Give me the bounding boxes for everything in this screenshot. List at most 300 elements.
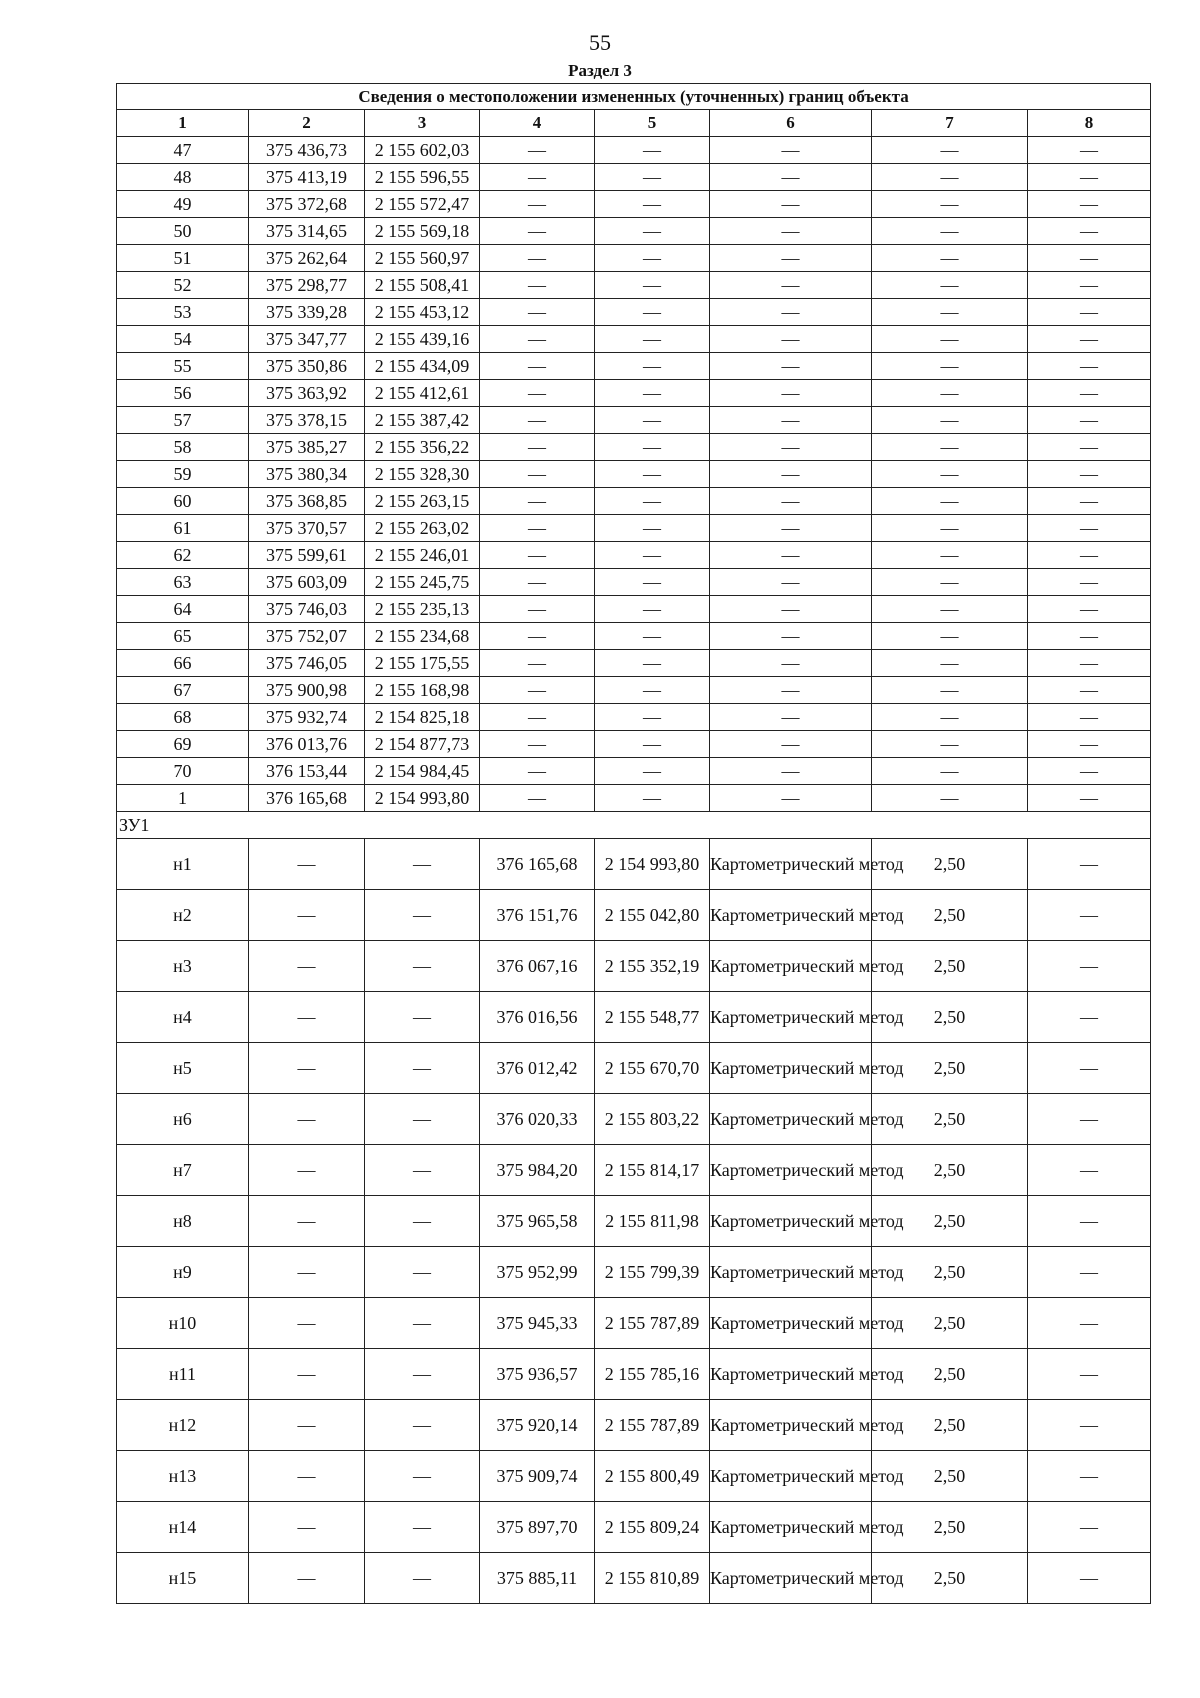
table-cell: —	[872, 596, 1028, 623]
table-cell: 2 154 877,73	[365, 731, 480, 758]
table-cell: —	[480, 299, 595, 326]
table-cell: —	[872, 407, 1028, 434]
table-cell: —	[710, 380, 872, 407]
table-row	[117, 1043, 1151, 1094]
table-row	[117, 1349, 1151, 1400]
table-cell: —	[480, 191, 595, 218]
table-cell: 375 920,14	[480, 1400, 595, 1451]
table-cell: 52	[117, 272, 249, 299]
table-cell: 66	[117, 650, 249, 677]
table-row	[117, 326, 1151, 353]
table-cell: —	[1028, 1298, 1151, 1349]
table-cell: 64	[117, 596, 249, 623]
table-row	[117, 1298, 1151, 1349]
table-cell: 2 155 787,89	[595, 1400, 710, 1451]
table-cell: —	[595, 623, 710, 650]
table-cell: —	[1028, 137, 1151, 164]
table-cell: —	[480, 164, 595, 191]
table-row	[117, 650, 1151, 677]
table-cell: 2 155 785,16	[595, 1349, 710, 1400]
table-cell: —	[710, 461, 872, 488]
table-cell: н15	[117, 1553, 249, 1604]
table-cell: 2 155 263,15	[365, 488, 480, 515]
table-cell: —	[480, 596, 595, 623]
table-row	[117, 461, 1151, 488]
table-row	[117, 1196, 1151, 1247]
table-cell: —	[249, 839, 365, 890]
table-cell: —	[249, 1451, 365, 1502]
table-row	[117, 515, 1151, 542]
table-title-row	[117, 84, 1151, 110]
table-cell: 375 984,20	[480, 1145, 595, 1196]
table-cell: —	[1028, 1094, 1151, 1145]
table-cell: —	[872, 191, 1028, 218]
table-cell: 54	[117, 326, 249, 353]
table-cell: —	[480, 785, 595, 812]
table-cell: —	[1028, 1196, 1151, 1247]
table-cell: —	[365, 839, 480, 890]
table-cell: —	[872, 245, 1028, 272]
table-cell: —	[480, 677, 595, 704]
table-row	[117, 137, 1151, 164]
method-cell: Картометрический метод	[710, 1247, 872, 1298]
table-cell: 1	[117, 785, 249, 812]
table-cell: 51	[117, 245, 249, 272]
table-cell: —	[872, 731, 1028, 758]
table-cell: —	[480, 731, 595, 758]
table-cell: 375 599,61	[249, 542, 365, 569]
table-cell: —	[872, 353, 1028, 380]
table-cell: н13	[117, 1451, 249, 1502]
table-cell: —	[595, 650, 710, 677]
table-cell: —	[710, 569, 872, 596]
table-cell: —	[1028, 731, 1151, 758]
table-row	[117, 1145, 1151, 1196]
table-cell: 2 155 803,22	[595, 1094, 710, 1145]
table-cell: 375 936,57	[480, 1349, 595, 1400]
table-cell: н9	[117, 1247, 249, 1298]
table-row	[117, 941, 1151, 992]
table-cell: 2,50	[872, 1247, 1028, 1298]
table-cell: —	[1028, 218, 1151, 245]
table-cell: —	[1028, 596, 1151, 623]
column-number: 5	[595, 110, 710, 137]
table-row	[117, 677, 1151, 704]
table-cell: 375 945,33	[480, 1298, 595, 1349]
table-cell: 375 413,19	[249, 164, 365, 191]
table-cell: —	[249, 1094, 365, 1145]
table-row	[117, 245, 1151, 272]
table-cell: 375 368,85	[249, 488, 365, 515]
table-cell: —	[365, 1400, 480, 1451]
table-cell: —	[872, 164, 1028, 191]
table-cell: —	[1028, 407, 1151, 434]
table-cell: 62	[117, 542, 249, 569]
table-cell: 376 012,42	[480, 1043, 595, 1094]
table-cell: —	[480, 137, 595, 164]
table-cell: —	[710, 677, 872, 704]
table-cell: 2 155 800,49	[595, 1451, 710, 1502]
column-number: 6	[710, 110, 872, 137]
table-cell: 375 885,11	[480, 1553, 595, 1604]
table-cell: —	[249, 1400, 365, 1451]
table-cell: —	[1028, 623, 1151, 650]
table-cell: 2 155 175,55	[365, 650, 480, 677]
table-cell: —	[710, 731, 872, 758]
table-cell: 375 603,09	[249, 569, 365, 596]
table-cell: 2 155 168,98	[365, 677, 480, 704]
table-row	[117, 434, 1151, 461]
table-cell: 375 262,64	[249, 245, 365, 272]
table-cell: —	[480, 569, 595, 596]
table-row	[117, 272, 1151, 299]
table-cell: 50	[117, 218, 249, 245]
table-cell: 2 155 387,42	[365, 407, 480, 434]
table-cell: —	[595, 434, 710, 461]
table-cell: —	[480, 407, 595, 434]
table-cell: —	[710, 191, 872, 218]
table-cell: 376 165,68	[480, 839, 595, 890]
table-cell: —	[872, 218, 1028, 245]
table-cell: —	[710, 488, 872, 515]
table-cell: 375 909,74	[480, 1451, 595, 1502]
table-cell: —	[365, 1451, 480, 1502]
table-cell: 2 155 596,55	[365, 164, 480, 191]
table-row	[117, 569, 1151, 596]
table-row	[117, 731, 1151, 758]
table-cell: —	[595, 569, 710, 596]
table-cell: —	[595, 785, 710, 812]
table-cell: 2 155 809,24	[595, 1502, 710, 1553]
table-cell: н4	[117, 992, 249, 1043]
table-cell: 2 155 602,03	[365, 137, 480, 164]
method-cell: Картометрический метод	[710, 839, 872, 890]
table-cell: —	[1028, 515, 1151, 542]
table-cell: —	[480, 272, 595, 299]
table-cell: 375 752,07	[249, 623, 365, 650]
table-cell: —	[1028, 569, 1151, 596]
table-cell: —	[872, 785, 1028, 812]
method-cell: Картометрический метод	[710, 1094, 872, 1145]
table-cell: —	[872, 434, 1028, 461]
table-cell: —	[595, 353, 710, 380]
table-cell: 2 155 245,75	[365, 569, 480, 596]
table-cell: —	[710, 596, 872, 623]
table-cell: —	[710, 650, 872, 677]
method-cell: Картометрический метод	[710, 1349, 872, 1400]
table-cell: —	[365, 1196, 480, 1247]
table-cell: —	[1028, 353, 1151, 380]
table-cell: 58	[117, 434, 249, 461]
table-cell: —	[595, 461, 710, 488]
table-cell: —	[365, 941, 480, 992]
table-cell: 2 155 246,01	[365, 542, 480, 569]
table-cell: —	[480, 434, 595, 461]
table-cell: —	[710, 623, 872, 650]
table-cell: 2,50	[872, 941, 1028, 992]
table-cell: —	[1028, 488, 1151, 515]
table-cell: —	[1028, 245, 1151, 272]
table-cell: —	[710, 758, 872, 785]
table-cell: 2,50	[872, 890, 1028, 941]
table-cell: 2 154 993,80	[595, 839, 710, 890]
table-cell: 375 363,92	[249, 380, 365, 407]
table-cell: 2 155 356,22	[365, 434, 480, 461]
table-cell: —	[595, 218, 710, 245]
table-cell: —	[595, 191, 710, 218]
table-row	[117, 542, 1151, 569]
table-cell: —	[710, 245, 872, 272]
table-cell: 2,50	[872, 1298, 1028, 1349]
table-cell: 375 897,70	[480, 1502, 595, 1553]
table-cell: н8	[117, 1196, 249, 1247]
table-cell: —	[1028, 992, 1151, 1043]
table-cell: —	[872, 704, 1028, 731]
table-cell: 63	[117, 569, 249, 596]
table-row	[117, 1451, 1151, 1502]
table-cell: 2,50	[872, 1451, 1028, 1502]
table-cell: 2 155 508,41	[365, 272, 480, 299]
table-cell: —	[249, 941, 365, 992]
table-cell: н11	[117, 1349, 249, 1400]
table-cell: 2 155 439,16	[365, 326, 480, 353]
table-cell: —	[1028, 650, 1151, 677]
table-cell: —	[710, 515, 872, 542]
table-row	[117, 1094, 1151, 1145]
table-cell: 2 154 825,18	[365, 704, 480, 731]
table-cell: 376 151,76	[480, 890, 595, 941]
table-cell: 2,50	[872, 1145, 1028, 1196]
table-cell: —	[1028, 758, 1151, 785]
table-cell: 55	[117, 353, 249, 380]
table-cell: 69	[117, 731, 249, 758]
table-cell: —	[595, 137, 710, 164]
table-cell: 2 155 042,80	[595, 890, 710, 941]
table-cell: —	[365, 1553, 480, 1604]
table-cell: 67	[117, 677, 249, 704]
method-cell: Картометрический метод	[710, 941, 872, 992]
table-cell: 2,50	[872, 992, 1028, 1043]
table-cell: —	[480, 542, 595, 569]
table-cell: 375 746,05	[249, 650, 365, 677]
boundary-table	[116, 83, 1151, 1604]
method-cell: Картометрический метод	[710, 992, 872, 1043]
column-number: 3	[365, 110, 480, 137]
table-cell: 2 155 569,18	[365, 218, 480, 245]
table-cell: 2 155 560,97	[365, 245, 480, 272]
table-row	[117, 299, 1151, 326]
table-cell: —	[249, 1196, 365, 1247]
table-cell: —	[249, 1298, 365, 1349]
table-cell: 65	[117, 623, 249, 650]
column-number: 7	[872, 110, 1028, 137]
table-row	[117, 1400, 1151, 1451]
method-cell: Картометрический метод	[710, 1553, 872, 1604]
table-cell: —	[365, 1094, 480, 1145]
table-cell: —	[480, 704, 595, 731]
table-cell: 2,50	[872, 1196, 1028, 1247]
subsection-row	[117, 812, 1151, 839]
table-cell: 68	[117, 704, 249, 731]
table-cell: —	[480, 461, 595, 488]
column-number: 2	[249, 110, 365, 137]
table-cell: 2 155 434,09	[365, 353, 480, 380]
table-cell: 375 436,73	[249, 137, 365, 164]
table-cell: —	[480, 218, 595, 245]
table-cell: —	[595, 272, 710, 299]
table-cell: —	[249, 1349, 365, 1400]
table-row	[117, 191, 1151, 218]
table-cell: —	[1028, 1502, 1151, 1553]
table-cell: —	[480, 326, 595, 353]
table-row	[117, 704, 1151, 731]
table-cell: —	[249, 890, 365, 941]
table-cell: н14	[117, 1502, 249, 1553]
table-cell: —	[595, 245, 710, 272]
table-cell: н3	[117, 941, 249, 992]
table-cell: 48	[117, 164, 249, 191]
table-cell: 375 372,68	[249, 191, 365, 218]
table-cell: —	[365, 890, 480, 941]
table-cell: —	[872, 758, 1028, 785]
table-row	[117, 596, 1151, 623]
table-cell: —	[1028, 839, 1151, 890]
table-cell: —	[1028, 1553, 1151, 1604]
table-cell: 376 153,44	[249, 758, 365, 785]
table-cell: н2	[117, 890, 249, 941]
table-cell: —	[872, 488, 1028, 515]
table-cell: 2 154 993,80	[365, 785, 480, 812]
table-cell: —	[1028, 890, 1151, 941]
table-row	[117, 839, 1151, 890]
table-cell: —	[595, 164, 710, 191]
table-cell: —	[872, 272, 1028, 299]
table-cell: 2 155 572,47	[365, 191, 480, 218]
table-row	[117, 488, 1151, 515]
table-cell: 57	[117, 407, 249, 434]
table-cell: —	[1028, 461, 1151, 488]
table-row	[117, 1247, 1151, 1298]
table-cell: —	[249, 1043, 365, 1094]
table-cell: —	[710, 299, 872, 326]
table-cell: 375 385,27	[249, 434, 365, 461]
table-cell: —	[1028, 272, 1151, 299]
table-cell: —	[1028, 164, 1151, 191]
method-cell: Картометрический метод	[710, 890, 872, 941]
table-cell: 375 298,77	[249, 272, 365, 299]
table-row	[117, 992, 1151, 1043]
table-cell: —	[595, 758, 710, 785]
table-cell: н10	[117, 1298, 249, 1349]
table-cell: 2 155 352,19	[595, 941, 710, 992]
table-cell: —	[1028, 326, 1151, 353]
table-cell: —	[872, 650, 1028, 677]
table-row	[117, 218, 1151, 245]
table-cell: —	[710, 326, 872, 353]
table-cell: —	[595, 326, 710, 353]
table-cell: —	[1028, 1400, 1151, 1451]
table-cell: —	[1028, 941, 1151, 992]
table-cell: 2 155 670,70	[595, 1043, 710, 1094]
table-cell: —	[595, 299, 710, 326]
table-cell: н7	[117, 1145, 249, 1196]
table-cell: —	[710, 272, 872, 299]
table-cell: н5	[117, 1043, 249, 1094]
table-cell: н1	[117, 839, 249, 890]
table-cell: 375 370,57	[249, 515, 365, 542]
table-cell: н12	[117, 1400, 249, 1451]
table-cell: 2 155 235,13	[365, 596, 480, 623]
table-cell: 2 155 814,17	[595, 1145, 710, 1196]
table-cell: 2,50	[872, 1094, 1028, 1145]
table-cell: 49	[117, 191, 249, 218]
table-cell: 375 900,98	[249, 677, 365, 704]
table-cell: 2,50	[872, 1349, 1028, 1400]
table-cell: 2 155 787,89	[595, 1298, 710, 1349]
table-cell: 375 378,15	[249, 407, 365, 434]
section-label: Раздел 3	[568, 61, 632, 80]
table-cell: —	[872, 461, 1028, 488]
table-cell: —	[595, 704, 710, 731]
table-cell: —	[710, 785, 872, 812]
table-cell: 375 350,86	[249, 353, 365, 380]
table-cell: —	[872, 299, 1028, 326]
table-cell: —	[872, 569, 1028, 596]
table-cell: 375 952,99	[480, 1247, 595, 1298]
table-cell: —	[595, 407, 710, 434]
table-cell: 375 339,28	[249, 299, 365, 326]
table-cell: —	[872, 137, 1028, 164]
table-cell: 375 380,34	[249, 461, 365, 488]
table-row	[117, 353, 1151, 380]
table-row	[117, 407, 1151, 434]
table-cell: —	[365, 992, 480, 1043]
table-cell: —	[1028, 1247, 1151, 1298]
method-cell: Картометрический метод	[710, 1400, 872, 1451]
table-row	[117, 1502, 1151, 1553]
table-cell: —	[1028, 434, 1151, 461]
table-cell: —	[365, 1298, 480, 1349]
table-row	[117, 758, 1151, 785]
table-cell: —	[872, 326, 1028, 353]
table-cell: —	[249, 1145, 365, 1196]
column-number: 1	[117, 110, 249, 137]
table-cell: 2,50	[872, 1043, 1028, 1094]
table-row	[117, 164, 1151, 191]
table-cell: —	[1028, 1349, 1151, 1400]
table-cell: —	[595, 515, 710, 542]
table-cell: 376 020,33	[480, 1094, 595, 1145]
table-cell: 2 155 810,89	[595, 1553, 710, 1604]
table-cell: 2 155 548,77	[595, 992, 710, 1043]
column-number: 4	[480, 110, 595, 137]
table-cell: —	[249, 992, 365, 1043]
table-cell: —	[710, 164, 872, 191]
table-cell: 2 155 412,61	[365, 380, 480, 407]
table-cell: —	[249, 1502, 365, 1553]
table-cell: —	[595, 596, 710, 623]
table-cell: 2 155 328,30	[365, 461, 480, 488]
table-cell: 375 347,77	[249, 326, 365, 353]
table-cell: —	[480, 380, 595, 407]
table-cell: —	[480, 515, 595, 542]
method-cell: Картометрический метод	[710, 1502, 872, 1553]
table-cell: —	[872, 380, 1028, 407]
table-cell: —	[872, 623, 1028, 650]
table-cell: 375 746,03	[249, 596, 365, 623]
table-cell: —	[1028, 542, 1151, 569]
table-cell: —	[1028, 1451, 1151, 1502]
